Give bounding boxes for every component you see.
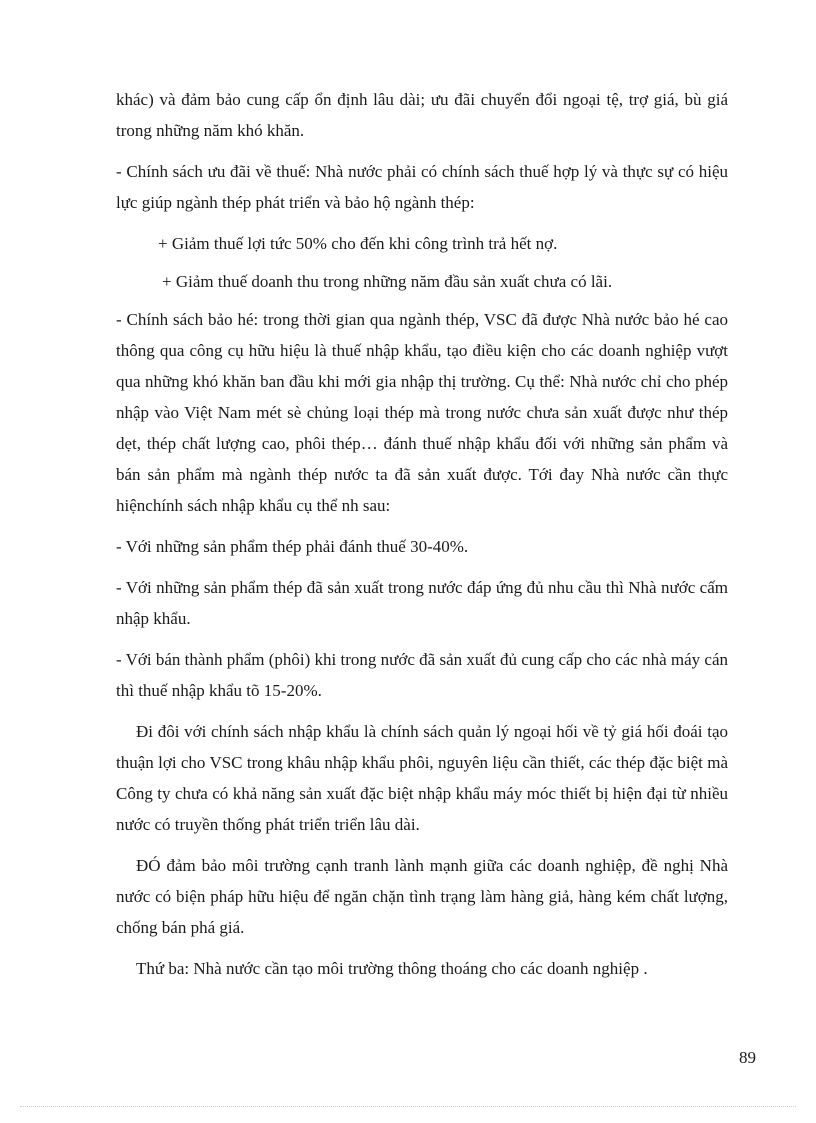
page-bottom-divider — [20, 1106, 796, 1107]
paragraph-billet-tariff: - Với bán thành phẩm (phôi) khi trong nước đã sản xuất đủ cung cấp cho các nhà máy cán thì thuế nhập khẩu tõ 15-20%. — [116, 650, 728, 700]
paragraph-competition: ĐÓ đảm bảo môi trường cạnh tranh lành mạnh giữa các doanh nghiệp, đề nghị Nhà nước có biện pháp hữu hiệu để ngăn chặn tình trạng làm hàng giả, hàng kém chất lượng, chống bán phá giá. — [116, 856, 728, 937]
paragraph-third-point: Thứ ba: Nhà nước cần tạo môi trường thông thoáng cho các doanh nghiệp . — [136, 959, 648, 978]
paragraph-revenue-tax: + Giảm thuế doanh thu trong những năm đầu sản xuất chưa có lãi. — [162, 272, 613, 291]
paragraph-forex-policy: Đi đôi với chính sách nhập khẩu là chính sách quản lý ngoại hối về tỷ giá hối đoái tạo thuận lợi cho VSC trong khâu nhập khẩu phôi, nguyên liệu cần thiết, các thép đặc biệt mà Công ty chưa có khả năng sản xuất đặc biệt nhập khẩu máy móc thiết bị hiện đại từ nhiều nước có truyền thống phát triển triển lâu dài. — [116, 722, 728, 834]
paragraph-profit-tax: + Giảm thuế lợi tức 50% cho đến khi công trình trả hết nợ. — [158, 234, 558, 253]
paragraph-protection-policy: - Chính sách bảo hé: trong thời gian qua ngành thép, VSC đã được Nhà nước bảo hé cao thông qua công cụ hữu hiệu là thuế nhập khẩu, tạo điều kiện cho các doanh nghiệp vượt qua những khó khăn ban đầu khi mới gia nhập thị trường. Cụ thể: Nhà nước chỉ cho phép nhập vào Việt Nam mét sè chủng loại thép mà trong nước chưa sản xuất được như thép dẹt, thép chất lượng cao, phôi thép… đánh thuế nhập khẩu đối với những sản phẩm và bán sản phẩm mà ngành thép nước ta đã sản xuất được. Tới đay Nhà nước cần thực hiệnchính sách nhập khẩu cụ thể nh sau: — [116, 310, 728, 515]
paragraph-tariff-30-40: - Với những sản phẩm thép phải đánh thuế 30-40%. — [116, 537, 469, 556]
paragraph-import-ban: - Với những sản phẩm thép đã sản xuất trong nước đáp ứng đủ nhu cầu thì Nhà nước cấm nhập khẩu. — [116, 578, 728, 628]
page-number: 89 — [739, 1048, 756, 1067]
paragraph-tax-policy: - Chính sách ưu đãi về thuế: Nhà nước phải có chính sách thuế hợp lý và thực sự có hiệu lực giúp ngành thép phát triển và bảo hộ ngành thép: — [116, 162, 728, 212]
body-text — [116, 84, 728, 994]
paragraph-continuation: khác) và đảm bảo cung cấp ổn định lâu dài; ưu đãi chuyển đổi ngoại tệ, trợ giá, bù giá trong những năm khó khăn. — [116, 90, 728, 140]
